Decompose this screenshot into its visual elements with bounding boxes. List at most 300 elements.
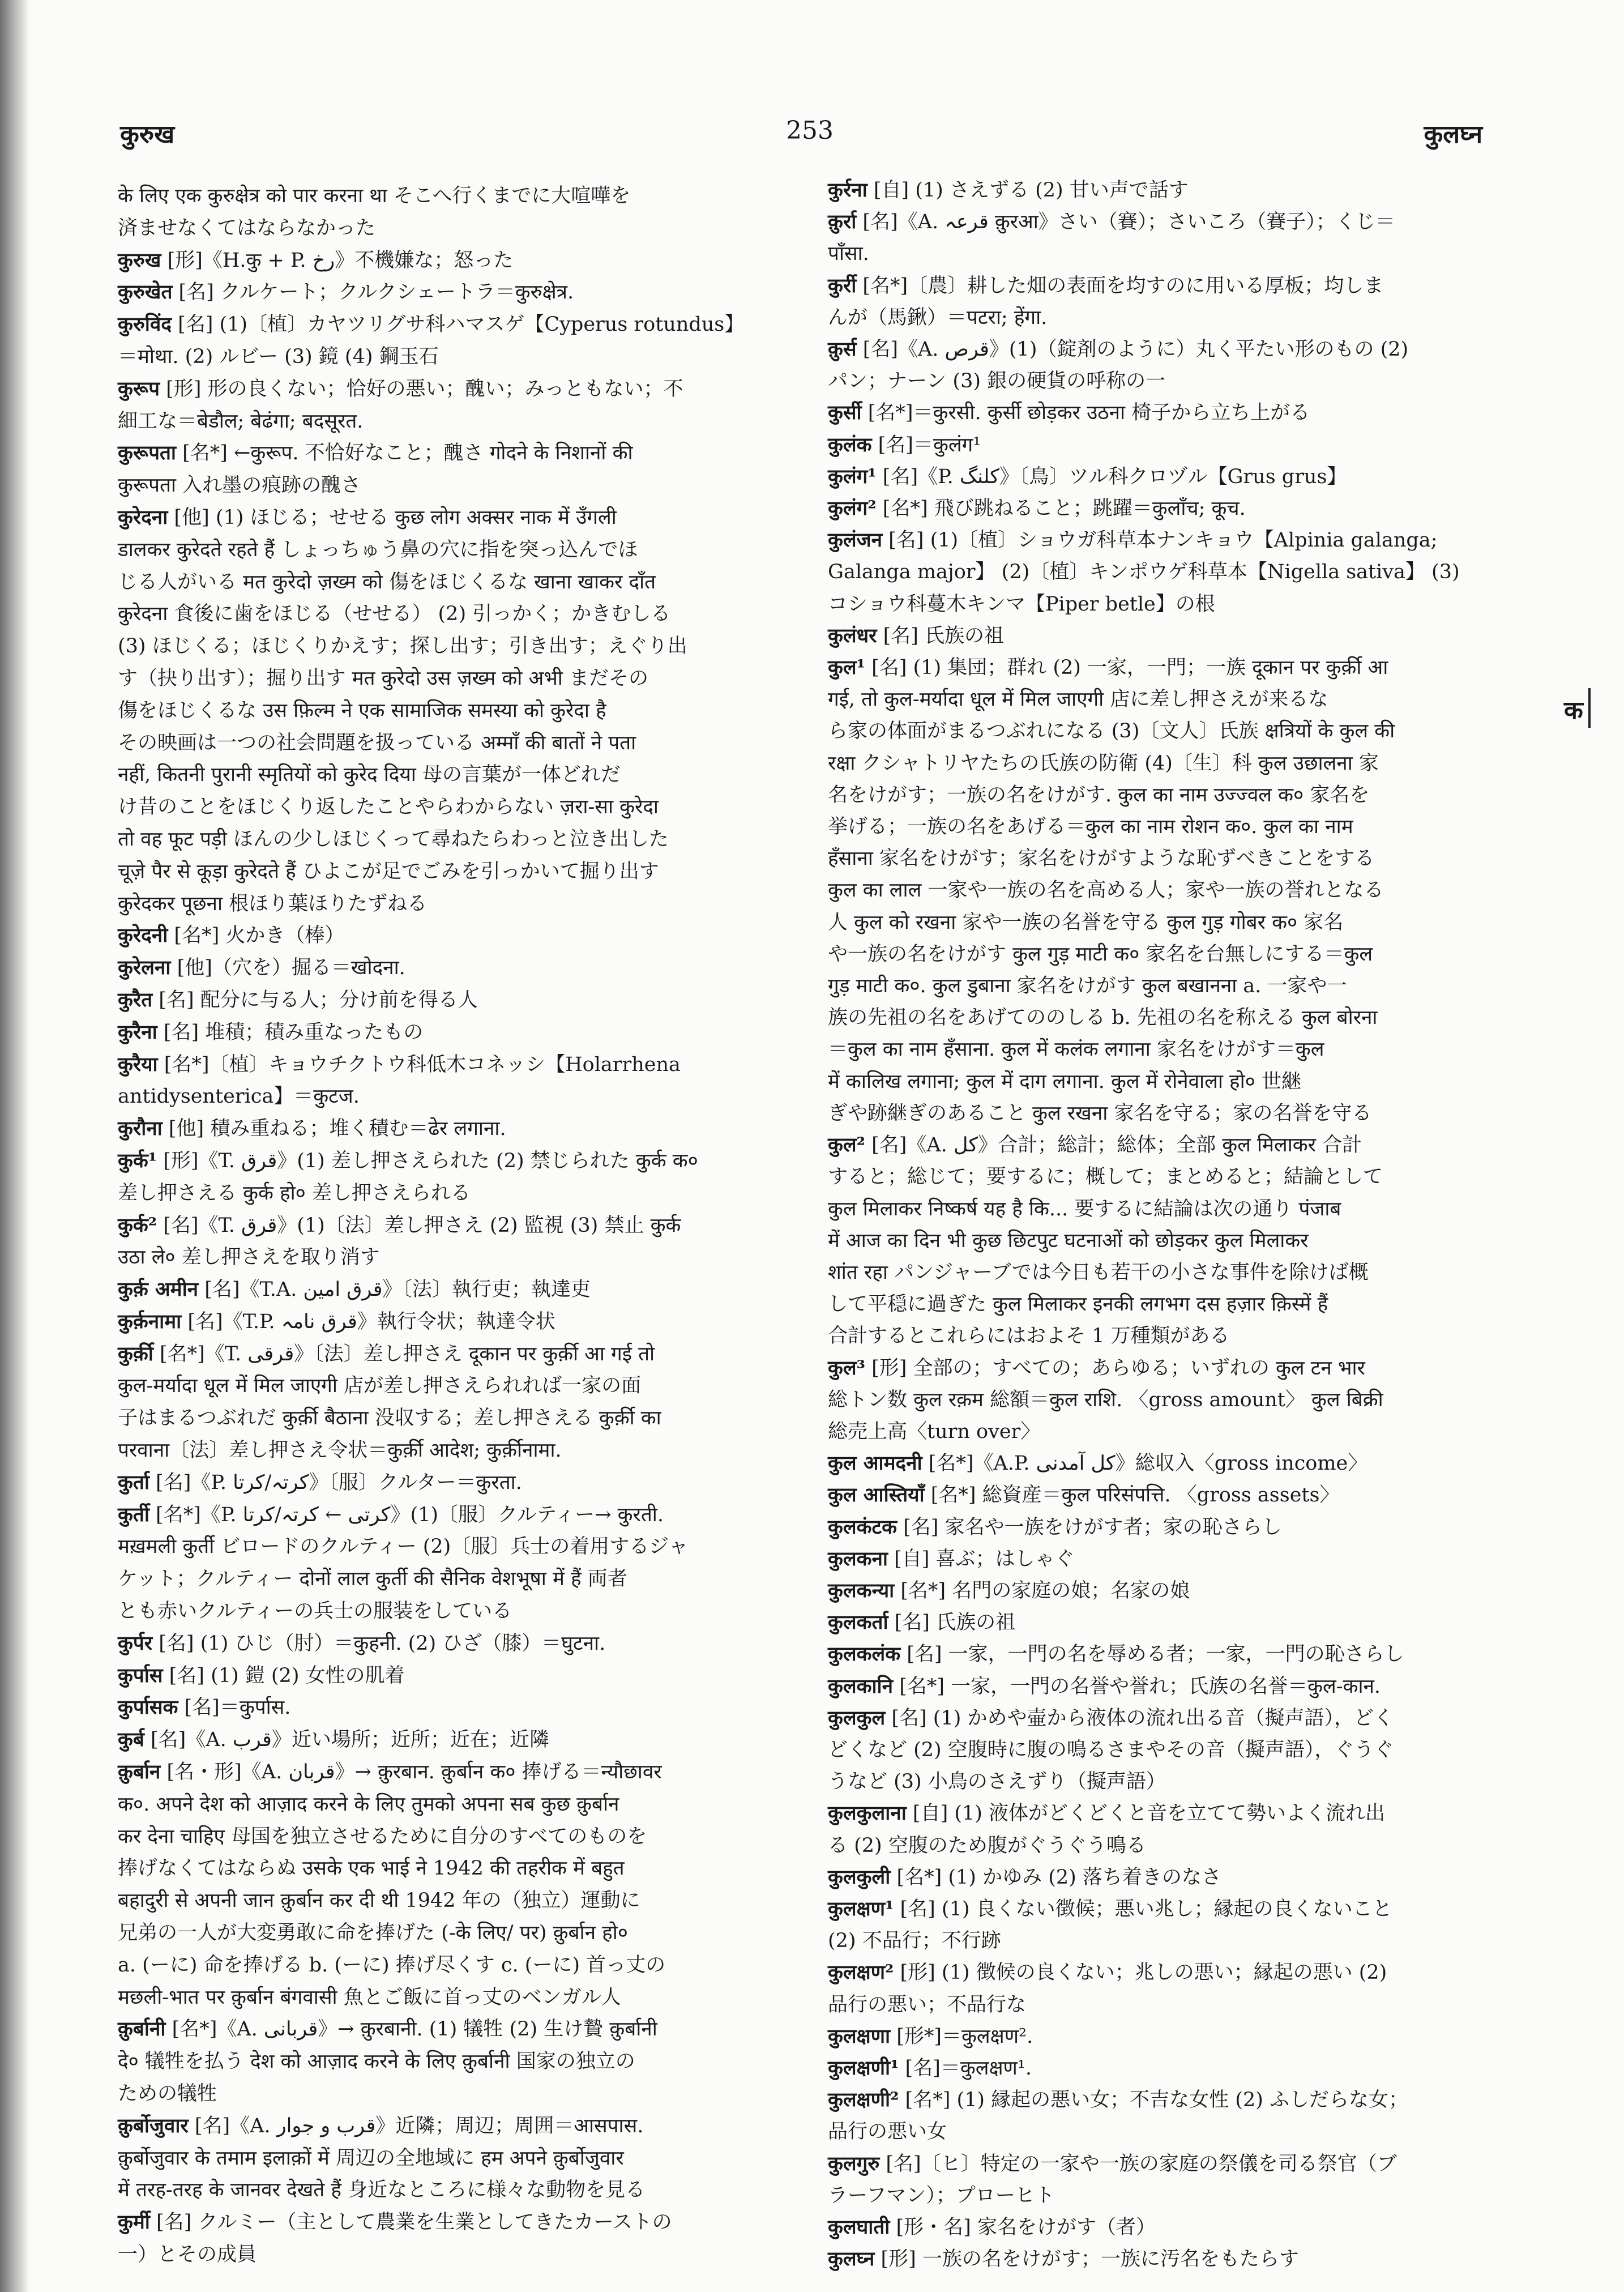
- dictionary-entry: [828, 620, 1485, 652]
- definition-text: [名] (1) かめや壷から液体の流れ出る音（擬声語），どく: [891, 1706, 1394, 1730]
- definition-text: Galanga major】 (2)〔植〕キンポウゲ科草本【Nigella sativa】 (3): [828, 561, 1460, 584]
- entry-line: [828, 174, 1485, 206]
- definition-text: [名] 配分に与る人；分け前を得る人: [159, 988, 478, 1011]
- entry-line: [828, 1575, 1485, 1607]
- scan-binding-shadow: [0, 0, 29, 2292]
- definition-text: [自] (1) さえずる (2) 甘い声で話す: [873, 179, 1189, 202]
- entry-line: [118, 1049, 789, 1081]
- definition-text: [名*] (1) かゆみ (2) 落ち着きのなさ: [896, 1866, 1221, 1889]
- headword: कुर्पर: [118, 1631, 153, 1655]
- dictionary-entry: [828, 206, 1485, 270]
- definition-text: चूज़े पैर से कूड़ा कुरेदते हैं ひよこが足でごみを引っかいて掘り出す: [118, 860, 659, 883]
- entry-line: [828, 2148, 1485, 2180]
- definition-text: में आज का दिन भी कुछ छिटपुट घटनाओं को छोड़कर कुल मिलाकर: [828, 1229, 1309, 1252]
- definition-text: [名] 堆積；積み重なったもの: [163, 1021, 424, 1044]
- entry-line: [118, 1724, 789, 1756]
- dictionary-entry: [118, 1274, 789, 1306]
- entry-line: [118, 1756, 789, 1789]
- entry-line: [118, 212, 789, 245]
- headword: कुरुख: [118, 248, 161, 272]
- entry-line: [828, 206, 1485, 238]
- definition-text: [形]《H.कु + P. رخ》不機嫌な；怒った: [167, 249, 514, 272]
- headword: कुर्क़ अमीन: [118, 1278, 199, 1301]
- entry-line: [118, 309, 789, 341]
- definition-text: ぎや跡継ぎのあること कुल रखना 家名を守る；家の名誉を守る: [828, 1102, 1372, 1125]
- definition-text: うなど (3) 小鳥のさえずり（擬声語）: [828, 1770, 1166, 1794]
- entry-line: [118, 952, 789, 984]
- entry-line: [118, 1531, 789, 1563]
- definition-text: [形] 形の良くない；恰好の悪い；醜い；みっともない；不: [166, 377, 683, 400]
- definition-text: कुरेदना 食後に歯をほじる（せせる） (2) 引っかく；かきむしる: [118, 603, 671, 626]
- definition-text: (2) 不品行；不行跡: [828, 1930, 1001, 1953]
- entry-line: [828, 1320, 1485, 1352]
- definition-text: क़ुर्बोजुवार के तमाम इलाक़ों में 周辺の全地域に हम अपने क़ुर्बोजुवार: [118, 2146, 624, 2170]
- dictionary-entry: [828, 2021, 1485, 2052]
- definition-text: [名]《A. قرعہ क़ुरआ》さい（賽）；さいころ（賽子）；くじ＝: [862, 211, 1395, 234]
- definition-text: 細工な＝बेडौल; बेढंगा; बदसूरत.: [118, 409, 364, 433]
- definition-text: [名*] 火かき（棒）: [174, 924, 345, 947]
- header-right-guide-word: कुलघ्न: [1424, 120, 1482, 149]
- definition-text: [名*]《P. کرتی ← کرتہ/کرتا》(1)〔服〕クルティー→ कुरती.: [156, 1503, 664, 1526]
- dictionary-entry: [828, 1957, 1485, 2020]
- entry-line: [118, 502, 789, 534]
- definition-text: [名]《T.A. قرق امین》〔法〕執行吏；執達吏: [204, 1278, 591, 1301]
- left-column: [118, 180, 789, 2271]
- definition-text: [名] (1) 集団；群れ (2) 一家，一門；一族 दूकान पर कुर्क़ी आ: [871, 656, 1388, 680]
- thumb-index-letter: क: [1564, 696, 1583, 725]
- definition-text: दे० 犠牲を払う देश को आज़ाद करने के लिए क़ुर्बानी 国家の独立の: [118, 2050, 635, 2073]
- headword: कुलंजन: [828, 528, 883, 552]
- definition-text: गुड़ माटी क०. कुल डुबाना 家名をけがす कुल बखानना a. 一家や一: [828, 975, 1347, 998]
- definition-text: [名*]〔農〕耕した畑の表面を均すのに用いる厚板；均しま: [862, 274, 1384, 297]
- definition-text: [形・名] 家名をけがす（者）: [896, 2216, 1156, 2239]
- definition-text: その映画は一つの社会問題を扱っている अम्माँ की बातों ने पता: [118, 731, 636, 754]
- entry-line: [828, 1002, 1485, 1034]
- definition-text: [名]《T. قرق》(1)〔法〕差し押さえ (2) 監視 (3) 禁止 कुर्क: [163, 1214, 681, 1237]
- headword: कुल²: [828, 1133, 865, 1157]
- dictionary-entry: [828, 2148, 1485, 2212]
- entry-line: [118, 1402, 789, 1435]
- dictionary-entry: [118, 984, 789, 1017]
- dictionary-entry: [118, 1113, 789, 1145]
- headword: कुलकुल: [828, 1706, 886, 1730]
- definition-text: [名] 家名や一族をけがす者；家の恥さらし: [903, 1516, 1282, 1539]
- entry-line: [828, 1862, 1485, 1893]
- entry-line: [828, 461, 1485, 493]
- dictionary-entry: [118, 1017, 789, 1049]
- definition-text: डालकर कुरेदते रहते हैं しょっちゅう鼻の穴に指を突っ込んでほ: [118, 538, 638, 561]
- headword: क़ुर्बोजुवार: [118, 2114, 189, 2137]
- definition-text: [他] (1) ほじる；せせる कुछ लोग अक्सर नाक में उँगली: [174, 506, 617, 529]
- entry-line: [828, 779, 1485, 811]
- entry-line: [828, 1798, 1485, 1829]
- dictionary-entry: [118, 1338, 789, 1467]
- entry-line: [828, 843, 1485, 874]
- definition-text: ＝कुल का नाम हँसाना. कुल में कलंक लगाना 家名をけがす＝कुल: [828, 1038, 1324, 1061]
- entry-line: [828, 1893, 1485, 1925]
- entry-line: [118, 1660, 789, 1692]
- definition-text: 挙げる；一族の名をあげる＝कुल का नाम रोशन क०. कुल का नाम: [828, 816, 1353, 839]
- definition-text: [名]《A. قرب》近い場所；近所；近在；近隣: [151, 1728, 549, 1752]
- headword: कुर्क²: [118, 1213, 157, 1237]
- definition-text: [名] (1) 良くない徴候；悪い兆し；縁起の良くないこと: [900, 1897, 1392, 1920]
- headword: कुरैना: [118, 1020, 157, 1044]
- entry-line: [828, 2180, 1485, 2212]
- definition-text: 名をけがす；一族の名をけがす. कुल का नाम उज्ज्वल क० 家名を: [828, 783, 1370, 806]
- definition-text: すると；総じて；要するに；概して；まとめると；結論として: [828, 1166, 1383, 1189]
- dictionary-entry: [828, 1893, 1485, 1957]
- definition-text: 人 कुल को रखना 家や一族の名誉を守る कुल गुड़ गोबर क० 家名: [828, 911, 1344, 934]
- dictionary-entry: [118, 276, 789, 309]
- dictionary-entry: [118, 1628, 789, 1660]
- entry-line: [828, 1543, 1485, 1575]
- dictionary-entry: [828, 2052, 1485, 2084]
- definition-text: [名]＝कुर्पास.: [184, 1696, 291, 1719]
- headword: कुलक्षण²: [828, 1961, 894, 1984]
- definition-text: कुरूपता 入れ墨の痕跡の醜さ: [118, 474, 361, 497]
- definition-text: antidysenterica】＝कुटज.: [118, 1085, 360, 1108]
- entry-line: [828, 1416, 1485, 1448]
- entry-line: [118, 727, 789, 759]
- headword: कुलघ्न: [828, 2247, 875, 2271]
- dictionary-entry: [118, 1499, 789, 1628]
- dictionary-entry: [828, 1862, 1485, 1893]
- dictionary-entry: [828, 174, 1485, 206]
- entry-line: [828, 1512, 1485, 1543]
- definition-text: [名] (1)〔植〕ショウガ科草本ナンキョウ【Alpinia galanga;: [888, 529, 1438, 552]
- entry-line: [828, 1479, 1485, 1511]
- headword: कुरैत: [118, 988, 153, 1011]
- entry-line: [118, 1467, 789, 1499]
- dictionary-entry: [828, 397, 1485, 429]
- definition-text: [形*]＝कुलक्षण².: [896, 2025, 1033, 2048]
- headword: कुलकना: [828, 1547, 888, 1570]
- definition-text: パン；ナーン (3) 銀の硬貨の呼称の一: [828, 370, 1166, 393]
- dictionary-entry: [118, 1145, 789, 1210]
- headword: कुरूपता: [118, 441, 176, 465]
- headword: कुलक्षण¹: [828, 1897, 894, 1920]
- definition-text: [自] 喜ぶ；はしゃぐ: [894, 1547, 1075, 1570]
- entry-line: [118, 1789, 789, 1821]
- headword: कुल¹: [828, 656, 865, 680]
- dictionary-entry: [828, 1448, 1485, 1479]
- headword: कुरैया: [118, 1052, 158, 1076]
- entry-line: [118, 2046, 789, 2078]
- headword: कुलकंटक: [828, 1515, 898, 1539]
- headword: कुलंग¹: [828, 464, 877, 488]
- headword: कुरेलना: [118, 956, 171, 980]
- entry-line: [118, 630, 789, 663]
- dictionary-entry: [828, 1638, 1485, 1670]
- definition-text: ＝मोथा. (2) ルビー (3) 鏡 (4) 鋼玉石: [118, 345, 439, 368]
- dictionary-entry: [118, 920, 789, 952]
- headword: कुरेदनी: [118, 924, 168, 947]
- definition-text: [名*] 総資産＝कुल परिसंपत्ति. 〈gross assets〉: [930, 1484, 1340, 1507]
- headword: कुर्री: [828, 274, 857, 297]
- dictionary-entry: [118, 245, 789, 277]
- entry-line: [828, 2243, 1485, 2275]
- dictionary-entry: [118, 1692, 789, 1724]
- entry-line: [118, 1692, 789, 1724]
- headword: कुलक्षणी²: [828, 2088, 899, 2112]
- entry-line: [828, 907, 1485, 938]
- headword: कुलंधर: [828, 624, 877, 647]
- entry-line: [118, 566, 789, 599]
- entry-line: [118, 437, 789, 470]
- headword: कुलक्षणा: [828, 2024, 891, 2048]
- entry-line: [828, 1034, 1485, 1065]
- definition-text: や一族の名をけがす कुल गुड़ माटी क० 家名を台無しにする＝कुल: [828, 942, 1373, 966]
- definition-text: ラーフマン）；プローヒト: [828, 2184, 1055, 2207]
- entry-line: [118, 1241, 789, 1274]
- entry-line: [828, 524, 1485, 556]
- headword: कुरेदना: [118, 505, 168, 529]
- definition-text: ら家の体面がまるつぶれになる (3)〔文人〕氏族 क्षत्रियों के कुल की: [828, 720, 1395, 743]
- definition-text: る (2) 空腹のため腹がぐうぐう鳴る: [828, 1834, 1146, 1857]
- headword: कुर्ब: [118, 1728, 144, 1752]
- headword: कुल³: [828, 1356, 865, 1380]
- entry-line: [118, 1177, 789, 1210]
- definition-text: [自] (1) 液体がどくどくと音を立てて勢いよく流れ出: [912, 1802, 1386, 1825]
- definition-text: とも赤いクルティーの兵士の服装をしている: [118, 1600, 512, 1623]
- entry-line: [828, 556, 1485, 588]
- dictionary-entry: [828, 334, 1485, 397]
- headword: क़ुर्रा: [828, 210, 857, 234]
- entry-line: [118, 1338, 789, 1371]
- entry-line: [828, 588, 1485, 620]
- entry-line: [118, 1435, 789, 1467]
- headword: कुल आमदनी: [828, 1452, 922, 1475]
- definition-text: け昔のことをほじくり返したことやらわからない ज़रा-सा कुरेदा: [118, 796, 659, 819]
- entry-line: [118, 1982, 789, 2014]
- definition-text: पाँसा.: [828, 242, 869, 266]
- entry-line: [118, 920, 789, 952]
- entry-line: [118, 470, 789, 502]
- definition-text: 合計するとこれらにはおよそ 1 万種類がある: [828, 1325, 1230, 1348]
- definition-text: じる人がいる मत कुरेदो ज़ख्म को 傷をほじくるな खाना खाकर दाँत: [118, 570, 656, 594]
- definition-text: 一）とその成員: [118, 2243, 257, 2266]
- headword: कुलघाती: [828, 2216, 890, 2239]
- entry-line: [118, 1017, 789, 1049]
- definition-text: रक्षा クシャトリヤたちの氏族の防衛 (4)〔生〕科 कुल उछालना 家: [828, 752, 1379, 775]
- entry-line: [828, 1448, 1485, 1479]
- entry-line: [828, 397, 1485, 429]
- dictionary-entry: [828, 2212, 1485, 2243]
- entry-line: [118, 823, 789, 856]
- entry-line: [828, 874, 1485, 906]
- definition-text: [名*]＝कुरसी. कुर्सी छोड़कर उठना 椅子から立ち上がる: [867, 402, 1310, 425]
- headword: क़ुर्स: [828, 338, 857, 361]
- definition-text: के लिए एक कुरुक्षेत्र को पार करना था そこへ行くまでに大喧嘩を: [118, 185, 631, 207]
- entry-line: [118, 373, 789, 406]
- definition-text: नहीं, कितनी पुरानी स्मृतियों को कुरेद दिया 母の言葉が一体どれだ: [118, 763, 621, 787]
- definition-text: [名*]《A.P. کل آمدنی》総収入〈gross income〉: [928, 1452, 1368, 1475]
- entry-line: [118, 1821, 789, 1853]
- dictionary-entry: [118, 1756, 789, 2013]
- definition-text: [名*] 名門の家庭の娘；名家の娘: [900, 1579, 1190, 1602]
- definition-text: कुल मिलाकर निष्कर्ष यह है कि... 要するに結論は次の通り पंजाब: [828, 1197, 1341, 1220]
- definition-text: [他]（穴を）掘る＝खोदना.: [177, 957, 405, 980]
- definition-text: [名] 氏族の祖: [883, 624, 1005, 647]
- headword: कुरूप: [118, 377, 160, 400]
- headword: कुल आस्तियाँ: [828, 1483, 925, 1507]
- headword: कुलकलंक: [828, 1642, 901, 1666]
- dictionary-entry: [118, 1306, 789, 1338]
- entry-line: [118, 406, 789, 438]
- entry-line: [118, 180, 789, 212]
- definition-text: परवाना〔法〕差し押さえ令状＝कुर्क़ी आदेश; कुर्क़ीनामा.: [118, 1439, 562, 1462]
- entry-line: [118, 2142, 789, 2175]
- dictionary-entry: [118, 437, 789, 502]
- dictionary-entry: [118, 309, 789, 373]
- headword: कुलकानि: [828, 1674, 894, 1698]
- definition-text: [名]＝कुलंग¹: [878, 433, 981, 456]
- entry-line: [828, 2052, 1485, 2084]
- entry-line: [118, 1853, 789, 1885]
- entry-line: [828, 652, 1485, 684]
- definition-text: में कालिख लगाना; कुल में दाग लगाना. कुल में रोनेवाला हो० 世継: [828, 1070, 1301, 1093]
- entry-line: [118, 341, 789, 373]
- definition-text: [名]《A. قرب و جوار》近隣；周辺；周囲＝आसपास.: [194, 2114, 644, 2137]
- definition-text: में तरह-तरह के जानवर देखते हैं 身近なところに様々な動物を見る: [118, 2179, 646, 2202]
- definition-text: तो वह फूट पड़ी ほんの少しほじくって尋ねたらわっと泣き出した: [118, 827, 669, 851]
- dictionary-entry: [118, 952, 789, 984]
- entry-line: [118, 2110, 789, 2142]
- definition-text: ケット；クルティー दोनों लाल कुर्ती की सैनिक वेशभूषा में हैं 両者: [118, 1568, 627, 1591]
- entry-line: [828, 1066, 1485, 1098]
- definition-text: [名] (1) 鎧 (2) 女性の肌着: [169, 1664, 405, 1687]
- headword: कुलकुली: [828, 1865, 891, 1889]
- entry-line: [828, 238, 1485, 270]
- entry-line: [828, 1830, 1485, 1862]
- entry-line: [118, 1563, 789, 1595]
- definition-text: どくなど (2) 空腹時に腹の鳴るさまやその音（擬声語），ぐうぐ: [828, 1738, 1394, 1761]
- dictionary-entry: [828, 1607, 1485, 1638]
- dictionary-entry: [828, 493, 1485, 524]
- dictionary-entry: [118, 1724, 789, 1756]
- dictionary-entry: [118, 1660, 789, 1692]
- entry-line: [828, 1352, 1485, 1384]
- headword: कुर्पासक: [118, 1696, 178, 1719]
- headword: कुर्रना: [828, 178, 867, 202]
- dictionary-entry: [828, 1129, 1485, 1352]
- entry-line: [828, 1766, 1485, 1798]
- headword: कुलकर्ता: [828, 1611, 888, 1634]
- definition-text: 品行の悪い；不品行な: [828, 1993, 1027, 2016]
- definition-text: [名]＝कुलक्षण¹.: [905, 2056, 1032, 2080]
- entry-line: [828, 1607, 1485, 1638]
- headword: कुलंग²: [828, 497, 877, 520]
- headword: कुर्सी: [828, 401, 862, 425]
- header-left-guide-word: कुरुख: [120, 120, 175, 149]
- entry-line: [828, 1925, 1485, 1957]
- entry-line: [828, 1957, 1485, 1988]
- definition-text: [形] 全部の；すべての；あらゆる；いずれの कुल टन भार: [871, 1356, 1365, 1380]
- entry-line: [828, 970, 1485, 1002]
- definition-text: [名]《A. قرص》(1)（錠剤のように）丸く平たい形のもの (2): [862, 338, 1409, 361]
- entry-line: [828, 270, 1485, 302]
- definition-text: [名・形]《A. قربان》→ क़ुरबान. क़ुर्बान क० 捧げる＝न्यौछावर: [166, 1761, 662, 1784]
- entry-line: [118, 534, 789, 566]
- entry-line: [118, 2239, 789, 2271]
- headword: कुर्क¹: [118, 1149, 157, 1172]
- definition-text: 兄弟の一人が大変勇敢に命を捧げた (-के लिए/ पर) क़ुर्बान हो०: [118, 1922, 628, 1945]
- definition-text: ための犠牲: [118, 2082, 217, 2106]
- entry-line: [828, 684, 1485, 715]
- dictionary-entry: [828, 2243, 1485, 2275]
- entry-line: [118, 245, 789, 277]
- entry-line: [828, 1225, 1485, 1257]
- definition-text: 子はまるつぶれだ कुर्क़ी बैठाना 没収する；差し押さえる कुर्क़ी का: [118, 1407, 661, 1430]
- headword: कुर्ती: [118, 1503, 149, 1526]
- definition-text: [形]《T. قرق》(1) 差し押さえられた (2) 禁じられた कुर्क क०: [163, 1149, 698, 1172]
- dictionary-entry: [828, 1512, 1485, 1543]
- definition-text: [名]《T.P. قرق نامہ》執行令状；執達令状: [187, 1310, 555, 1333]
- entry-line: [828, 748, 1485, 779]
- entry-line: [118, 888, 789, 920]
- entry-line: [828, 811, 1485, 843]
- entry-line: [118, 1370, 789, 1402]
- entry-line: [118, 1145, 789, 1177]
- definition-text: [名]《A. کل》合計；総計；総体；全部 कुल मिलाकर 合計: [871, 1134, 1362, 1157]
- headword: कुरुखेत: [118, 280, 173, 304]
- definition-text: コショウ科蔓木キンマ【Piper betle】の根: [828, 592, 1215, 616]
- definition-text: 済ませなくてはならなかった: [118, 216, 376, 240]
- definition-text: [名*] 飛び跳ねること；跳躍＝कुलाँच; कूच.: [882, 497, 1246, 520]
- definition-text: して平穏に過ぎた कुल मिलाकर इनकी लगभग दस हज़ार क़िस्में हैं: [828, 1293, 1328, 1316]
- definition-text: す（抉り出す）；掘り出す मत कुरेदो उस ज़ख्म को अभी まだその: [118, 667, 648, 690]
- headword: कुर्क़ी: [118, 1342, 153, 1365]
- headword: कुलक्षणी¹: [828, 2056, 899, 2080]
- definition-text: [名*] 一家，一門の名誉や誉れ；氏族の名誉＝कुल-कान.: [899, 1675, 1381, 1698]
- entry-line: [828, 1129, 1485, 1161]
- entry-line: [118, 598, 789, 630]
- definition-text: उठा ले० 差し押さえを取り消す: [118, 1246, 380, 1269]
- definition-text: मछली-भात पर क़ुर्बान बंगवासी 魚とご飯に首っ丈のベンガル人: [118, 1986, 621, 2009]
- definition-text: मख़मली कुर्ती ビロードのクルティー (2)〔服〕兵士の着用するジャ: [118, 1535, 689, 1559]
- entry-line: [828, 2021, 1485, 2052]
- dictionary-entry: [828, 1798, 1485, 1861]
- definition-text: (3) ほじくる；ほじくりかえす；探し出す；引き出す；えぐり出: [118, 635, 687, 658]
- dictionary-entry: [828, 1702, 1485, 1798]
- definition-text: a. (ーに) 命を捧げる b. (ーに) 捧げ尽くす c. (ーに) 首っ丈の: [118, 1953, 666, 1977]
- entry-line: [828, 1098, 1485, 1129]
- dictionary-entry: [828, 2084, 1485, 2148]
- entry-line: [828, 365, 1485, 397]
- entry-line: [118, 1949, 789, 1982]
- dictionary-entry: [118, 1467, 789, 1499]
- dictionary-entry: [828, 1352, 1485, 1448]
- definition-text: कुल का लाल 一家や一族の名を高める人；家や一族の誉れとなる: [828, 879, 1384, 902]
- dictionary-entry: [828, 1575, 1485, 1607]
- entry-line: [828, 620, 1485, 652]
- definition-text: [名*] (1) 縁起の悪い女；不吉な女性 (2) ふしだらな女；: [905, 2089, 1409, 2112]
- entry-line: [118, 1628, 789, 1660]
- definition-text: [名] 一家，一門の名を辱める者；一家，一門の恥さらし: [907, 1643, 1404, 1666]
- dictionary-entry: [118, 373, 789, 438]
- dictionary-entry: [118, 2110, 789, 2206]
- headword: कुर्क़नामा: [118, 1309, 182, 1333]
- entry-line: [118, 2206, 789, 2239]
- dictionary-entry: [828, 1479, 1485, 1511]
- entry-line: [828, 1671, 1485, 1702]
- definition-text: [名] 氏族の祖: [894, 1611, 1016, 1634]
- entry-line: [828, 302, 1485, 334]
- entry-line: [118, 1274, 789, 1306]
- definition-text: [形] (1) 徴候の良くない；兆しの悪い；縁起の悪い (2): [900, 1961, 1387, 1984]
- entry-line: [118, 1113, 789, 1145]
- definition-text: 傷をほじくるな उस फ़िल्म ने एक सामाजिक समस्या को कुरेदा है: [118, 699, 606, 722]
